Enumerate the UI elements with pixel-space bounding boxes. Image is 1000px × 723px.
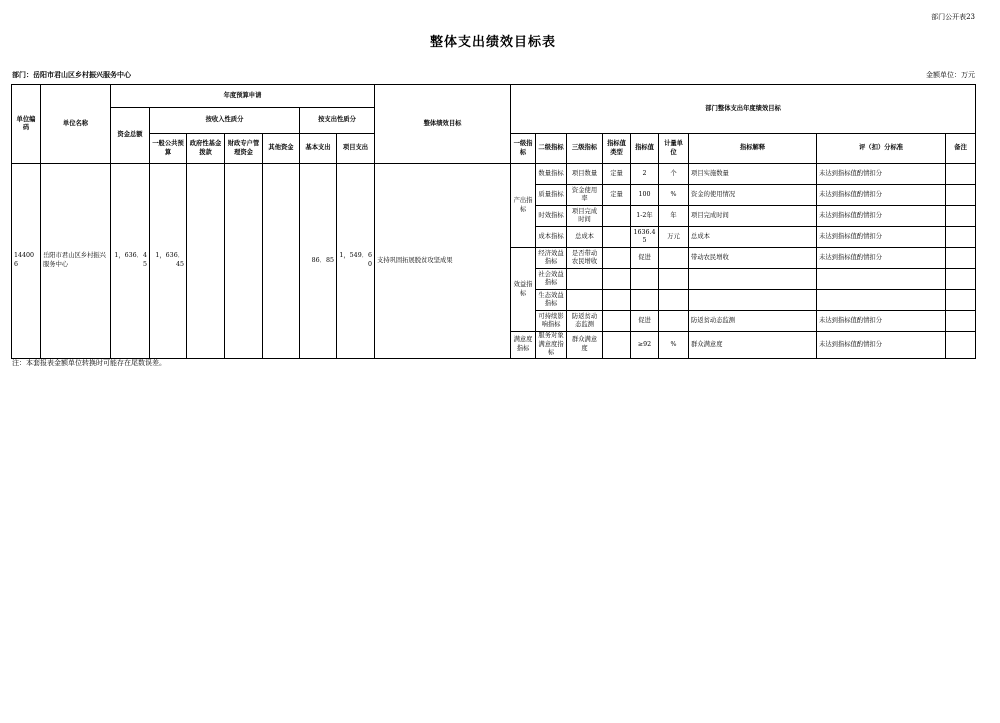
scoring-cell: 未达到指标值酌情扣分 [817, 332, 946, 359]
value-type-cell [603, 269, 631, 290]
header-total-funds: 资金总额 [111, 108, 150, 164]
level3-cell: 资金使用率 [567, 185, 603, 206]
level2-cell: 可持续影响指标 [536, 311, 567, 332]
unit-cell [659, 269, 689, 290]
unit-cell [659, 248, 689, 269]
remarks-cell [946, 206, 976, 227]
gov-fund-cell [187, 164, 225, 359]
header-unit: 计量单位 [659, 134, 689, 164]
overall-goal-cell: 支持巩固拓展脱贫攻坚成果 [375, 164, 511, 359]
unit-cell [659, 311, 689, 332]
remarks-cell [946, 290, 976, 311]
level1-output-cell: 产出指标 [511, 164, 536, 248]
explanation-cell [689, 269, 817, 290]
scoring-cell: 未达到指标值酌情扣分 [817, 227, 946, 248]
scoring-cell: 未达到指标值酌情扣分 [817, 185, 946, 206]
unit-name-cell: 岳阳市君山区乡村振兴服务中心 [41, 164, 111, 359]
header-project-exp: 项目支出 [337, 134, 375, 164]
value-type-cell: 定量 [603, 164, 631, 185]
header-other-fund: 其他资金 [263, 134, 300, 164]
scoring-cell [817, 290, 946, 311]
level3-cell: 是否带动农民增收 [567, 248, 603, 269]
remarks-cell [946, 269, 976, 290]
value-cell: 1-2年 [631, 206, 659, 227]
explanation-cell: 资金的使用情况 [689, 185, 817, 206]
level3-cell: 项目完成时间 [567, 206, 603, 227]
header-by-income: 按收入性质分 [150, 108, 300, 134]
header-perf-goals: 部门整体支出年度绩效目标 [511, 85, 976, 134]
unit-code-cell: 144006 [12, 164, 41, 359]
value-type-cell [603, 206, 631, 227]
value-type-cell [603, 290, 631, 311]
unit-cell: 年 [659, 206, 689, 227]
other-fund-cell [263, 164, 300, 359]
project-exp-cell: 1，549．60 [337, 164, 375, 359]
scoring-cell [817, 269, 946, 290]
value-cell [631, 269, 659, 290]
unit-cell: 万元 [659, 227, 689, 248]
total-funds-cell: 1，636．45 [111, 164, 150, 359]
explanation-cell: 总成本 [689, 227, 817, 248]
header-scoring: 评（扣）分标准 [817, 134, 946, 164]
basic-exp-cell: 86．85 [300, 164, 337, 359]
explanation-cell: 群众满意度 [689, 332, 817, 359]
value-cell: 2 [631, 164, 659, 185]
header-level3: 三级指标 [567, 134, 603, 164]
header-gov-fund: 政府性基金拨款 [187, 134, 225, 164]
header-by-expense: 按支出性质分 [300, 108, 375, 134]
level2-cell: 质量指标 [536, 185, 567, 206]
value-cell: 1636.45 [631, 227, 659, 248]
scoring-cell: 未达到指标值酌情扣分 [817, 164, 946, 185]
header-unit-code: 单位编码 [12, 85, 41, 164]
scoring-cell: 未达到指标值酌情扣分 [817, 206, 946, 227]
header-overall-goal: 整体绩效目标 [375, 85, 511, 164]
level3-cell [567, 290, 603, 311]
header-basic-exp: 基本支出 [300, 134, 337, 164]
header-level1: 一级指标 [511, 134, 536, 164]
remarks-cell [946, 227, 976, 248]
remarks-cell [946, 311, 976, 332]
value-cell [631, 290, 659, 311]
level2-cell: 成本指标 [536, 227, 567, 248]
level2-cell: 生态效益指标 [536, 290, 567, 311]
explanation-cell: 项目完成时间 [689, 206, 817, 227]
table-row [12, 164, 976, 185]
unit-cell: 个 [659, 164, 689, 185]
level2-cell: 时效指标 [536, 206, 567, 227]
level2-cell: 社会效益指标 [536, 269, 567, 290]
value-type-cell [603, 332, 631, 359]
level1-benefit-cell: 效益指标 [511, 248, 536, 332]
remarks-cell [946, 164, 976, 185]
level3-cell: 项目数量 [567, 164, 603, 185]
value-type-cell [603, 227, 631, 248]
explanation-cell: 项目实施数量 [689, 164, 817, 185]
form-number: 部门公开表23 [931, 13, 975, 21]
header-general-budget: 一般公共预算 [150, 134, 187, 164]
header-value-type: 指标值类型 [603, 134, 631, 164]
header-special-fund: 财政专户管理资金 [225, 134, 263, 164]
value-type-cell [603, 311, 631, 332]
value-cell: 促进 [631, 311, 659, 332]
header-remarks: 备注 [946, 134, 976, 164]
remarks-cell [946, 332, 976, 359]
footnote: 注：本套报表金额单位转换时可能存在尾数误差。 [12, 359, 166, 367]
level2-cell: 服务对象满意度指标 [536, 332, 567, 359]
page-title: 整体支出绩效目标表 [429, 35, 556, 50]
unit-cell [659, 290, 689, 311]
level3-cell: 防返贫动态监测 [567, 311, 603, 332]
value-cell: 100 [631, 185, 659, 206]
header-value: 指标值 [631, 134, 659, 164]
header-annual-budget: 年度预算申请 [111, 85, 375, 108]
general-budget-cell: 1，636．45 [150, 164, 187, 359]
level2-cell: 数量指标 [536, 164, 567, 185]
remarks-cell [946, 248, 976, 269]
header-unit-name: 单位名称 [41, 85, 111, 164]
level2-cell: 经济效益指标 [536, 248, 567, 269]
explanation-cell [689, 290, 817, 311]
amount-unit-label: 金额单位：万元 [926, 71, 975, 79]
unit-cell: % [659, 332, 689, 359]
explanation-cell: 防返贫动态监测 [689, 311, 817, 332]
explanation-cell: 带动农民增收 [689, 248, 817, 269]
unit-cell: % [659, 185, 689, 206]
value-type-cell [603, 248, 631, 269]
remarks-cell [946, 185, 976, 206]
level3-cell: 群众满意度 [567, 332, 603, 359]
level3-cell [567, 269, 603, 290]
department-label: 部门：岳阳市君山区乡村振兴服务中心 [12, 70, 131, 79]
level3-cell: 总成本 [567, 227, 603, 248]
performance-goal-table [11, 84, 976, 359]
scoring-cell: 未达到指标值酌情扣分 [817, 248, 946, 269]
special-fund-cell [225, 164, 263, 359]
value-type-cell: 定量 [603, 185, 631, 206]
header-level2: 二级指标 [536, 134, 567, 164]
value-cell: 促进 [631, 248, 659, 269]
header-explanation: 指标解释 [689, 134, 817, 164]
value-cell: ≥92 [631, 332, 659, 359]
level1-satisfaction-cell: 满意度指标 [511, 332, 536, 359]
scoring-cell: 未达到指标值酌情扣分 [817, 311, 946, 332]
